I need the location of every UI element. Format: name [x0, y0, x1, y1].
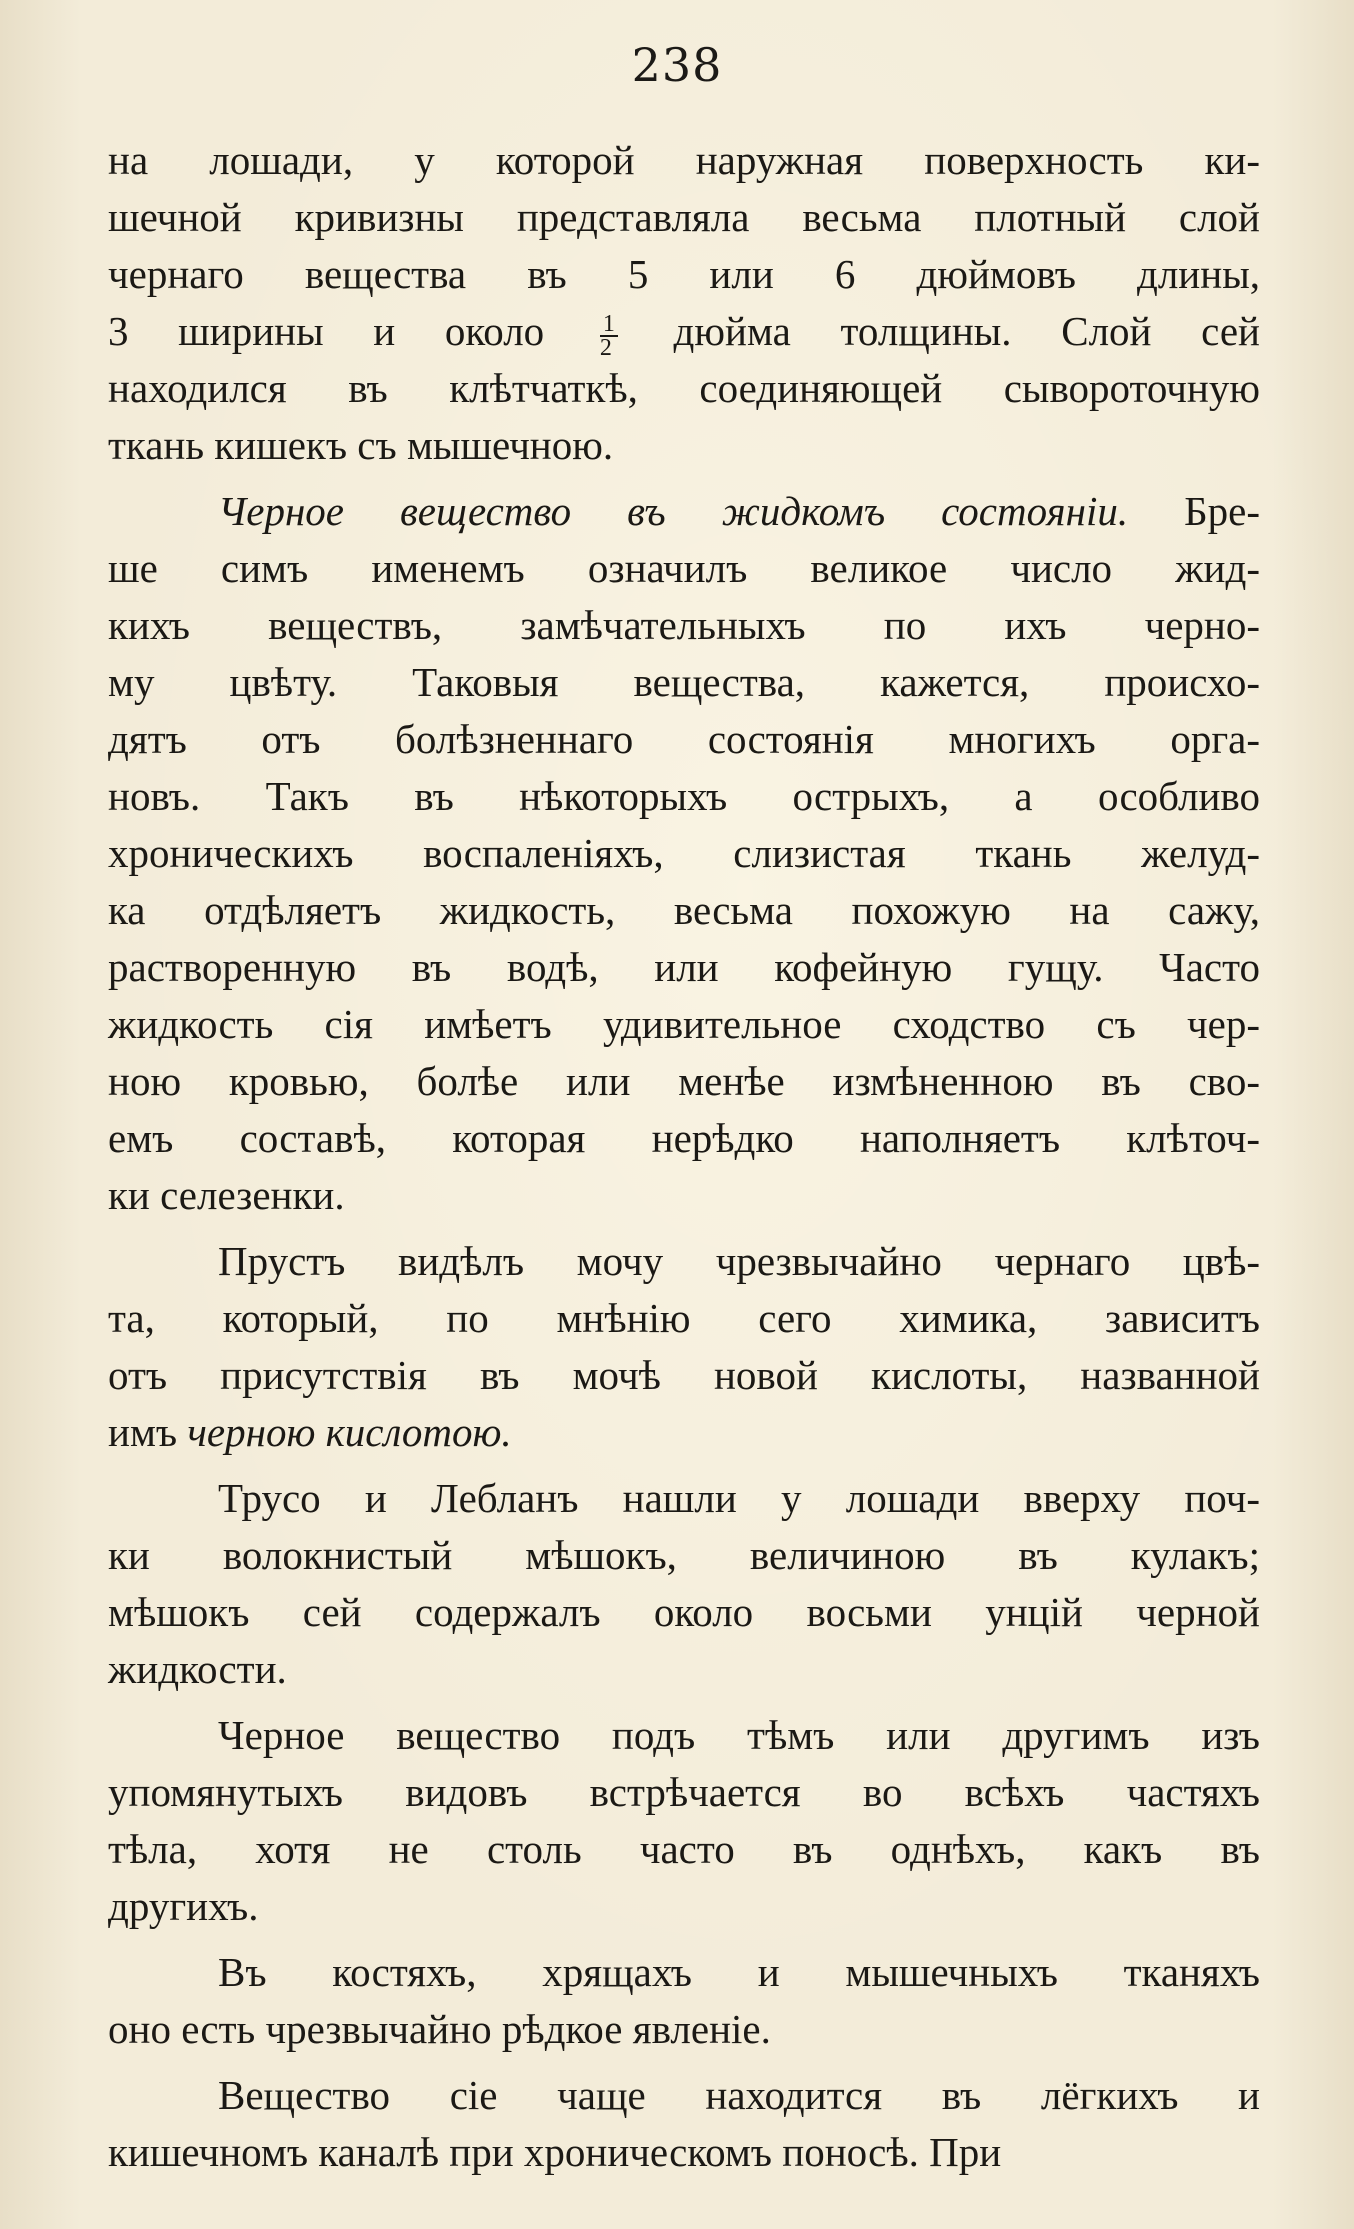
text-line: на лошади, у которой наружная поверхность ки- [108, 137, 1260, 183]
body-text [108, 132, 1260, 2181]
text-line: чернаго вещества въ 5 или 6 дюймовъ длины, [108, 251, 1260, 297]
text-line: тѣла, хотя не столь часто въ однѣхъ, какъ въ [108, 1826, 1260, 1872]
text-line: ше симъ именемъ означилъ великое число жид- [108, 545, 1260, 591]
text-run: имъ [108, 1409, 188, 1455]
text-line: ною кровью, болѣе или менѣе измѣненною въ сво- [108, 1058, 1260, 1104]
text-line: Трусо и Лебланъ нашли у лошади вверху поч- [218, 1475, 1260, 1521]
paragraph [108, 1233, 1260, 1461]
italic-run: Черное вещество въ жидкомъ состояніи. [218, 488, 1129, 534]
text-line: другихъ. [108, 1883, 259, 1929]
paragraph [108, 1707, 1260, 1935]
paragraph [108, 1470, 1260, 1698]
text-line: растворенную въ водѣ, или кофейную гущу. Часто [108, 944, 1260, 990]
fraction-numerator: 1 [600, 313, 618, 337]
text-line: находился въ клѣтчаткѣ, соединяющей сывороточную [108, 365, 1260, 411]
text-line: Черное вещество подъ тѣмъ или другимъ изъ [218, 1712, 1260, 1758]
italic-run: черною кислотою. [187, 1409, 512, 1455]
text-line: шечной кривизны представляла весьма плотный слой [108, 194, 1260, 240]
page-number: 238 [631, 38, 723, 92]
fraction [599, 310, 618, 361]
text-line: Въ костяхъ, хрящахъ и мышечныхъ тканяхъ [218, 1949, 1260, 1995]
paragraph [108, 132, 1260, 474]
text-line: ки селезенки. [108, 1172, 345, 1218]
text-line: Прустъ видѣлъ мочу чрезвычайно чернаго цвѣ- [218, 1238, 1260, 1284]
text-line: отъ присутствія въ мочѣ новой кислоты, названной [108, 1352, 1260, 1398]
text-line: ка отдѣляетъ жидкость, весьма похожую на сажу, [108, 887, 1260, 933]
text-line: кихъ веществъ, замѣчательныхъ по ихъ черно- [108, 602, 1260, 648]
text-line: кишечномъ каналѣ при хроническомъ поносѣ. При [108, 2129, 1002, 2175]
text-line: оно есть чрезвычайно рѣдкое явленіе. [108, 2006, 771, 2052]
paragraph [108, 2067, 1260, 2181]
text-line [108, 303, 1260, 360]
text-line: упомянутыхъ видовъ встрѣчается во всѣхъ частяхъ [108, 1769, 1260, 1815]
text-line: ки волокнистый мѣшокъ, величиною въ кулакъ; [108, 1532, 1260, 1578]
text-line [108, 483, 1260, 540]
text-line: Вещество сіе чаще находится въ лёгкихъ и [218, 2072, 1260, 2118]
text-run: Бре- [1128, 488, 1260, 534]
text-line: новъ. Такъ въ нѣкоторыхъ острыхъ, а особливо [108, 773, 1260, 819]
text-run: 3 ширины и около [108, 308, 594, 354]
fraction-denominator: 2 [599, 334, 612, 361]
text-line: та, который, по мнѣнію сего химика, зависитъ [108, 1295, 1260, 1341]
text-line: хроническихъ воспаленіяхъ, слизистая ткань желуд- [108, 830, 1260, 876]
paragraph [108, 1944, 1260, 2058]
text-line [108, 1404, 1260, 1461]
text-line: ткань кишекъ съ мышечною. [108, 422, 614, 468]
text-line: емъ составѣ, которая нерѣдко наполняетъ клѣточ- [108, 1115, 1260, 1161]
text-line: жидкости. [108, 1646, 287, 1692]
text-line: му цвѣту. Таковыя вещества, кажется, происхо- [108, 659, 1260, 705]
paragraph [108, 483, 1260, 1224]
text-line: мѣшокъ сей содержалъ около восьми унцій черной [108, 1589, 1260, 1635]
text-run: дюйма толщины. Слой сей [623, 308, 1260, 354]
text-line: жидкость сія имѣетъ удивительное сходство съ чер- [108, 1001, 1260, 1047]
text-line: дятъ отъ болѣзненнаго состоянія многихъ орга- [108, 716, 1260, 762]
